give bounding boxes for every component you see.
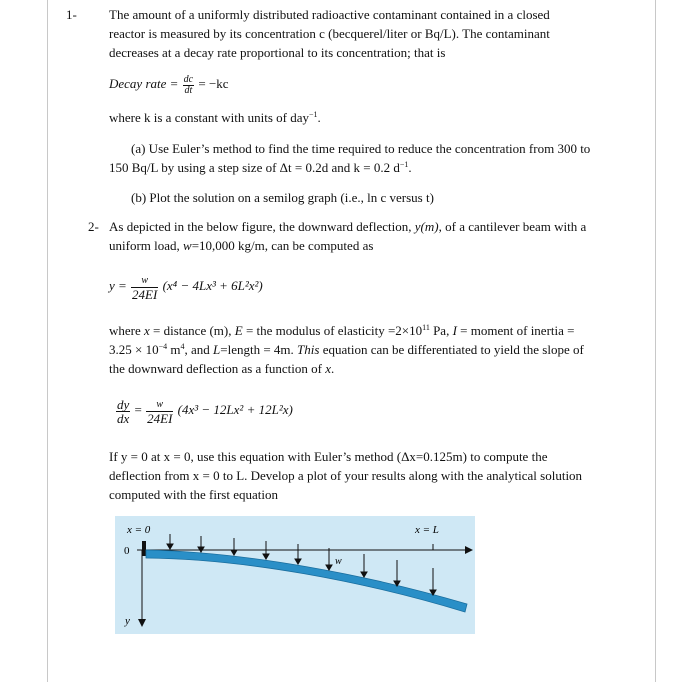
problem-1-number: 1- [66, 7, 77, 22]
page-left-border [47, 0, 48, 682]
dc-dt-fraction: $\frac{dc}{dt}$ [183, 73, 194, 96]
problem-1-part-b: (b) Plot the solution on a semilog graph (i.e., ln c versus t) [131, 190, 434, 205]
cantilever-beam-figure [115, 516, 475, 634]
deflection-equation: y = $\frac{w}{24EI}$ (x⁴ − 4Lx³ + 6L²x²) [109, 274, 263, 302]
problem-2-task: If y = 0 at x = 0, use this equation with Euler’s method (Δx=0.125m) to compute the deflection from x = 0 to L. Develop a plot of your results along with the analytical solution computed with the first equation [109, 449, 583, 502]
problem-2-number: 2- [88, 219, 99, 234]
label-x-zero: x = 0 [127, 524, 151, 536]
page-right-border [655, 0, 656, 682]
label-zero: 0 [124, 545, 130, 557]
slope-equation: $\frac{dy}{dx}$ = $\frac{w}{24EI}$ (4x³ − 12Lx² + 12L²x) [117, 396, 293, 426]
problem-2-where: where x = distance (m), E = the modulus of elasticity $=2\times 10^{11}$ Pa, I = moment of inertia = $3.25 \times 10^{-4}$ $m^4$, and L=length = 4m. This equation can be differentiated to yield the slope of the downward deflection as a function of x. [109, 323, 584, 376]
problem-1-where: where k is a constant with units of day$^{-1}$. [109, 110, 321, 125]
decay-rate-equation [109, 72, 229, 96]
slope-polynomial: (4x³ − 12Lx² + 12L²x) [177, 402, 293, 417]
label-w: w [335, 556, 342, 567]
decay-rate-label: Decay rate = [109, 76, 179, 91]
label-x-L: x = L [415, 524, 439, 536]
label-y: y [125, 615, 130, 627]
decay-rate-rhs: = −kc [198, 76, 229, 91]
deflection-polynomial: (x⁴ − 4Lx³ + 6L²x²) [162, 278, 263, 293]
problem-2-intro: As depicted in the below figure, the downward deflection, y(m), of a cantilever beam with a uniform load, w=10,000 kg/m, can be computed as [109, 219, 587, 253]
w-over-24ei-fraction: $\frac{w}{24EI}$ [132, 274, 158, 302]
slope-w-over-24ei-fraction: $\frac{w}{24EI}$ [147, 398, 173, 426]
problem-1-part-a: (a) Use Euler’s method to find the time required to reduce the concentration from 300 to 150 Bq/L by using a step size of Δt = 0.2d and k = 0.2 $d^{-1}$. [109, 141, 591, 175]
dy-dx-fraction: $\frac{dy}{dx}$ [117, 396, 130, 426]
wall-support [142, 541, 146, 556]
problem-1-intro: The amount of a uniformly distributed radioactive contaminant contained in a closed reactor is measured by its concentration c (becquerel/liter or Bq/L). The contaminant decreases at a decay rate proportional to its concentration; that is [109, 7, 550, 60]
